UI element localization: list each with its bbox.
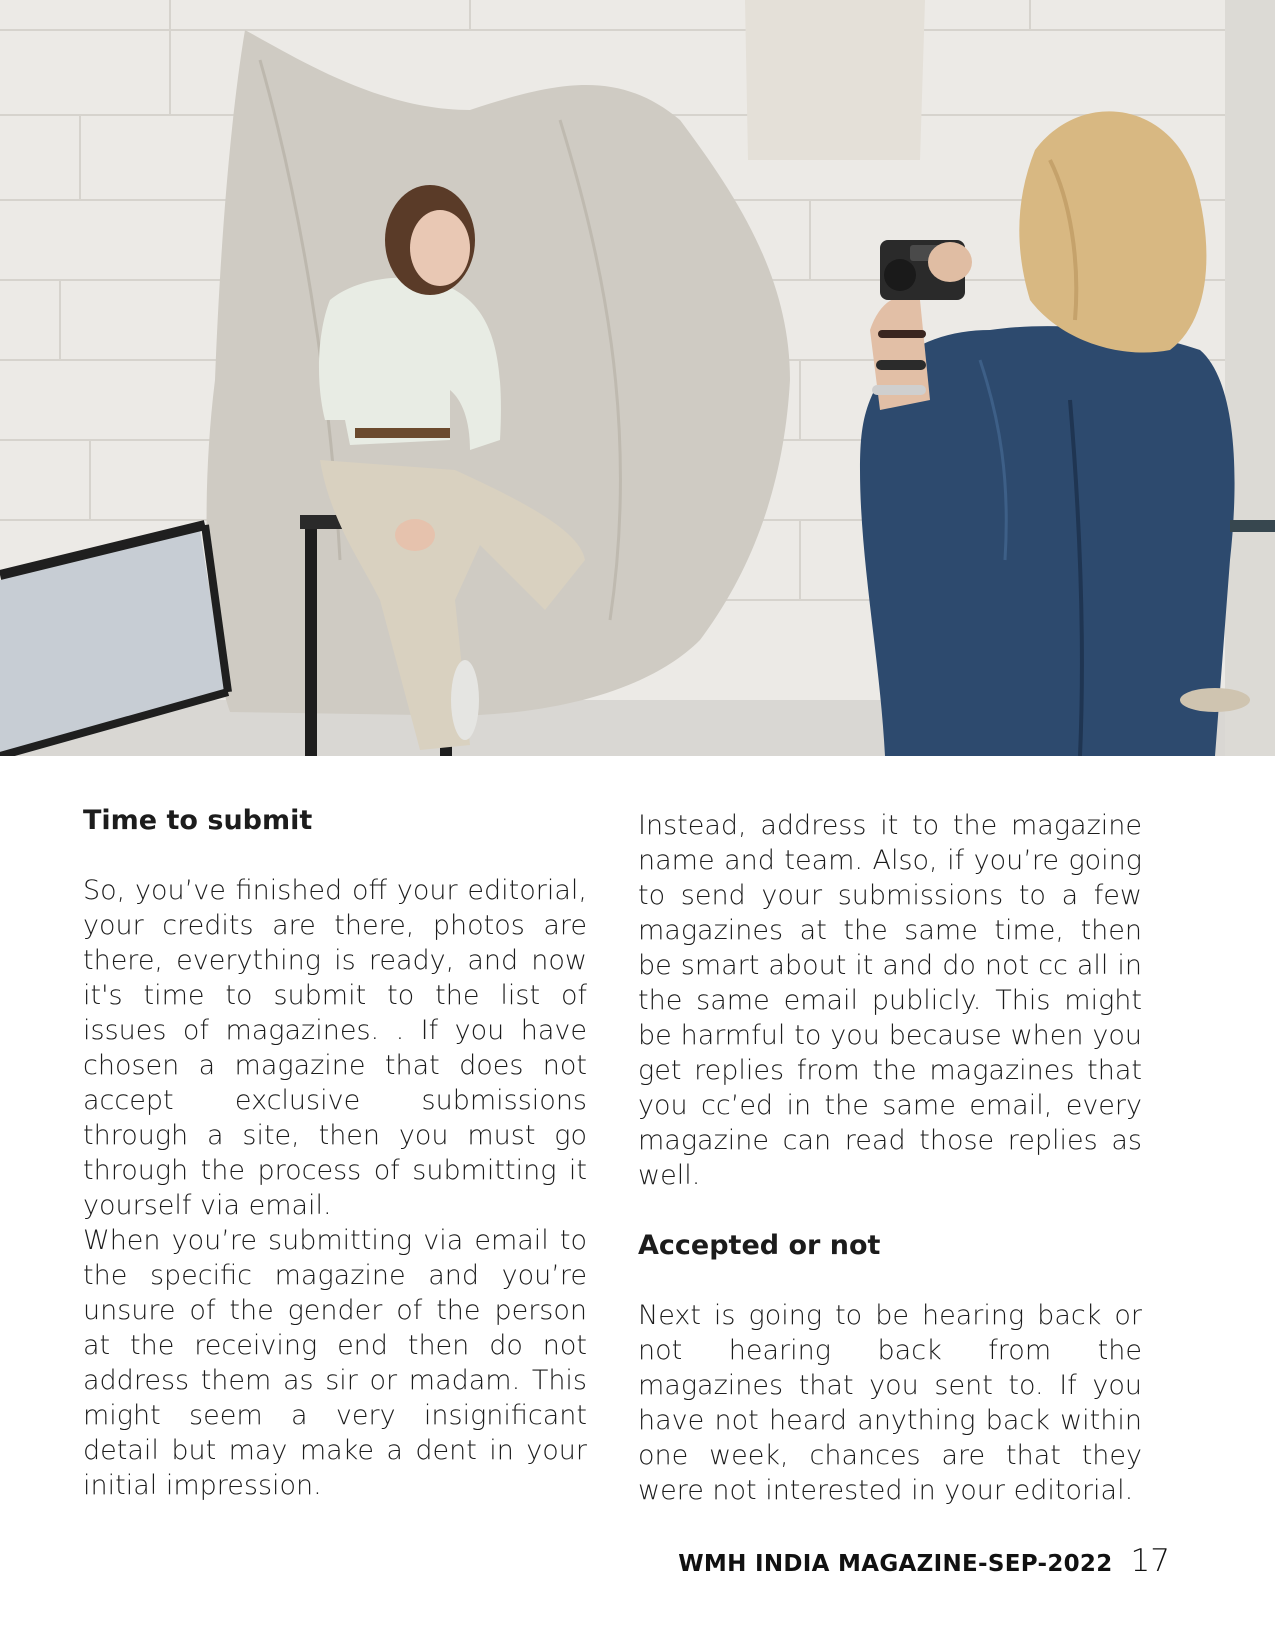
body-paragraph: Next is going to be hearing back or not hearing back from the magazines that you sent to. If you have not heard anything back within one week, chances are that they were not interested in your editorial. — [638, 1300, 1142, 1506]
publication-title: WMH INDIA MAGAZINE-SEP-2022 — [678, 1551, 1113, 1577]
page-footer — [678, 1543, 1170, 1579]
hero-photo — [0, 0, 1275, 756]
article-right-column — [638, 808, 1142, 1508]
spacer — [638, 1193, 1142, 1228]
spacer — [638, 1263, 1142, 1298]
section-heading-time-to-submit: Time to submit — [83, 805, 313, 836]
body-paragraph: Instead, address it to the magazine name and team. Also, if you’re going to send your submissions to a few magazines at the same time, then be smart about it and do not cc all in the same email publicly. This might be harmful to you because when you get replies from the magazines that you cc’ed in the same email, every magazine can read those replies as well. — [638, 810, 1142, 1191]
body-paragraph: When you’re submitting via email to the specific magazine and you’re unsure of the gender of the person at the receiving end then do not address them as sir or madam. This might seem a very insignificant detail but may make a dent in your initial impression. — [83, 1225, 587, 1501]
photo-shoot-illustration — [0, 0, 1275, 756]
page-number: 17 — [1130, 1543, 1170, 1579]
section-heading-accepted-or-not: Accepted or not — [638, 1230, 881, 1261]
spacer — [83, 838, 587, 873]
body-paragraph: So, you’ve finished off your editorial, your credits are there, photos are there, everything is ready, and now it's time to submit to the list of issues of magazines. . If you have chosen a magazine that does not accept exclusive submissions through a site, then you must go through the process of submitting it yourself via email. — [83, 875, 587, 1221]
article-left-column — [83, 803, 587, 1503]
